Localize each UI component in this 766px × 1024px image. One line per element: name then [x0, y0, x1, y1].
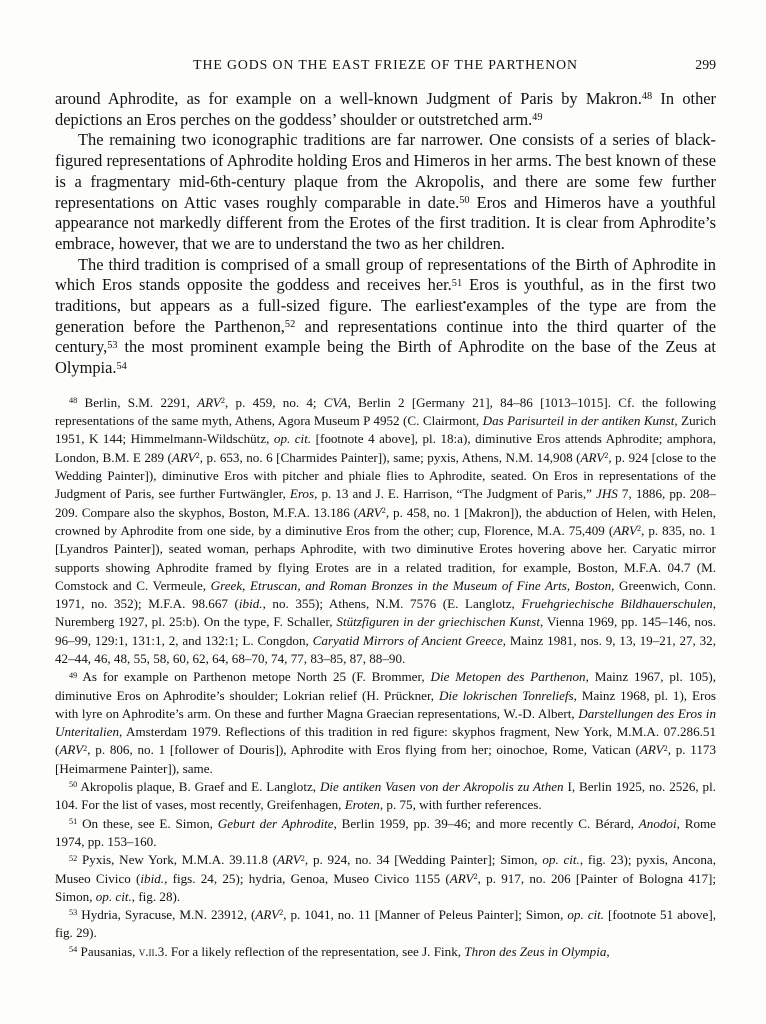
text-block [55, 56, 716, 961]
footnote-49: $^{49}$ As for example on Parthenon metope North 25 (F. Brommer, Die Metopen des Parthenon, Mainz 1967, pl. 105), diminutive Eros on Aphrodite’s shoulder; Lokrian relief (H. Prückner, Die lokrischen Tonreliefs, Mainz 1968, pl. 1), Eros with lyre on Aphrodite’s arm. On these and further Magna Graecian representations, W.-D. Albert, Darstellungen des Eros in Unteritalien, Amsterdam 1979. Reflections of this tradition in red figure: skyphos fragment, New York, M.M.A. 07.286.51 (ARV$^2$, p. 806, no. 1 [follower of Douris]), Aphrodite with Eros flying from her; oinochoe, Rome, Vatican (ARV$^2$, p. 1173 [Heimarmene Painter]), same. [55, 669, 716, 776]
footnote-53: $^{53}$ Hydria, Syracuse, M.N. 23912, (ARV$^2$, p. 1041, no. 11 [Manner of Peleus Painter]; Simon, op. cit. [footnote 51 above], fig. 29). [55, 907, 716, 941]
page-title: THE GODS ON THE EAST FRIEZE OF THE PARTHENON [193, 57, 578, 72]
footnote-54: $^{54}$ Pausanias, v.ii.3. For a likely reflection of the representation, see J. Fink, Thron des Zeus in Olympia, [69, 943, 610, 959]
footnote-50: $^{50}$ Akropolis plaque, B. Graef and E. Langlotz, Die antiken Vasen von der Akropolis zu Athen I, Berlin 1925, no. 2526, pl. 104. For the list of vases, most recently, Greifenhagen, Eroten, p. 75, with further references. [55, 779, 717, 813]
body-text [55, 89, 716, 379]
body-paragraph: The remaining two iconographic traditions are far narrower. One consists of a series of black-figured representations of Aphrodite holding Eros and Himeros in her arms. The best known of these is a fragmentary mid-6th-century plaque from the Akropolis, and there are some few further representations on Attic vases roughly comparable in date.$^{50}$ Eros and Himeros have a youthful appearance not markedly different from the Erotes of the first tradition. It is clear from Aphrodite’s embrace, however, that we are to understand the two as her children. [55, 130, 716, 253]
footnote-48: $^{48}$ Berlin, S.M. 2291, ARV$^2$, p. 459, no. 4; CVA, Berlin 2 [Germany 21], 84–86 [1013–1015]. Cf. the following representations of the same myth, Athens, Agora Museum P 4952 (C. Clairmont, Das Parisurteil in der antiken Kunst, Zurich 1951, K 144; Himmelmann-Wildschütz, op. cit. [footnote 4 above], pl. 18:a), diminutive Eros attends Aphrodite; amphora, London, B.M. E 289 (ARV$^2$, p. 653, no. 6 [Charmides Painter]), same; pyxis, Athens, N.M. 14,908 (ARV$^2$, p. 924 [close to the Wedding Painter]), diminutive Eros with pitcher and phiale flies to Aphrodite, seated. On Eros in representations of the Judgment of Paris, see further Furtwängler, Eros, p. 13 and J. E. Harrison, “The Judgment of Paris,” JHS 7, 1886, pp. 208–209. Compare also the skyphos, Boston, M.F.A. 13.186 (ARV$^2$, p. 458, no. 1 [Makron]), the abduction of Helen, with Helen, crowned by Aphrodite from one side, by a diminutive Eros from the other; cup, Florence, M.A. 75,409 (ARV$^2$, p. 835, no. 1 [Lyandros Painter]), seated woman, perhaps Aphrodite, with two diminutive Erotes hovering above her. Caryatic mirror supports showing Aphrodite framed by flying Erotes are in a related tradition, for example, Boston, M.F.A. 04.7 (M. Comstock and C. Vermeule, Greek, Etruscan, and Roman Bronzes in the Museum of Fine Arts, Boston, Greenwich, Conn. 1971, no. 352); M.F.A. 98.667 (ibid., no. 355); Athens, N.M. 7576 (E. Langlotz, Fruehgriechische Bildhauerschulen, Nuremberg 1927, pl. 25:b). On the type, F. Schaller, Stützfiguren in der griechischen Kunst, Vienna 1969, pp. 145–146, nos. 96–99, 129:1, 131:1, 2, and 132:1; L. Congdon, Caryatid Mirrors of Ancient Greece, Mainz 1981, nos. 9, 13, 19–21, 27, 32, 42–44, 46, 48, 55, 58, 60, 62, 64, 68–70, 74, 77, 83–85, 87, 88–90. [55, 394, 717, 666]
footnotes [55, 394, 716, 961]
footnote-52: $^{52}$ Pyxis, New York, M.M.A. 39.11.8 (ARV$^2$, p. 924, no. 34 [Wedding Painter]; Simon, op. cit., fig. 23); pyxis, Ancona, Museo Civico (ibid., figs. 24, 25); hydria, Genoa, Museo Civico 1155 (ARV$^2$, p. 917, no. 206 [Painter of Bologna 417]; Simon, op. cit., fig. 28). [55, 852, 716, 904]
body-paragraph: The third tradition is comprised of a small group of representations of the Birth of Aphrodite in which Eros stands opposite the goddess and receives her.$^{51}$ Eros is youthful, as in the first two traditions, but appears as a full-sized figure. The earliest•examples of the type are from the generation before the Parthenon,$^{52}$ and representations continue into the third quarter of the century,$^{53}$ the most prominent example being the Birth of Aphrodite on the base of the Zeus at Olympia.$^{54}$ [55, 254, 716, 378]
body-paragraph: around Aphrodite, as for example on a well-known Judgment of Paris by Makron.$^{48}$ In other depictions an Eros perches on the goddess’ shoulder or outstretched arm.$^{49}$ [55, 89, 716, 129]
page-number: 299 [695, 57, 716, 72]
footnote-51: $^{51}$ On these, see E. Simon, Geburt der Aphrodite, Berlin 1959, pp. 39–46; and more recently C. Bérard, Anodoi, Rome 1974, pp. 153–160. [55, 815, 716, 849]
running-head [55, 56, 716, 74]
